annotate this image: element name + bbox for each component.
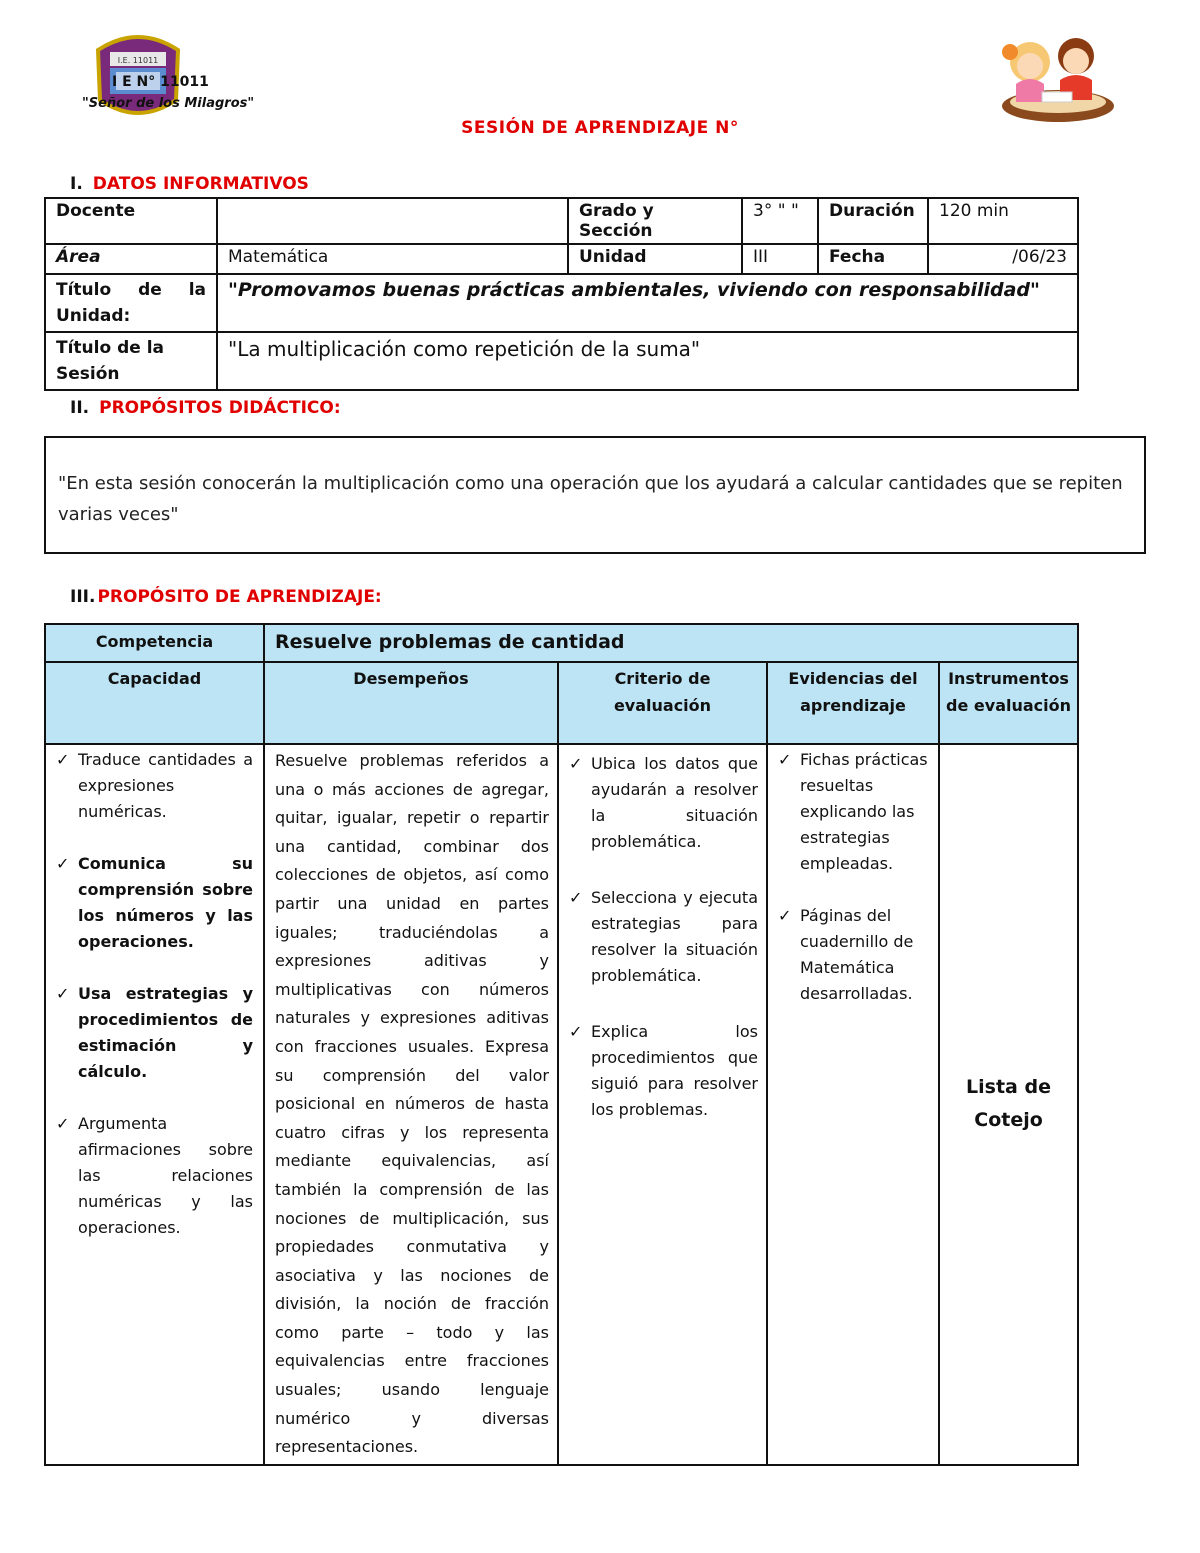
evidencia-item: ✓ Fichas prácticas resueltas explicando las estrategias empleadas. — [778, 747, 930, 877]
capacidades-cell — [45, 744, 264, 1465]
docente-label: Docente — [45, 198, 217, 244]
section-1-heading — [70, 174, 309, 194]
titulo-sesion-label: Título de la Sesión — [45, 332, 217, 390]
col-desempenos: Desempeños — [264, 662, 558, 744]
titulo-unidad-label: Título de la Unidad: — [45, 274, 217, 332]
section-number: III. — [70, 587, 96, 607]
criterio-item: ✓ Ubica los datos que ayudarán a resolver la situación problemática. — [569, 751, 758, 855]
capacidad-item: ✓ Traduce cantidades a expresiones numéricas. — [56, 747, 253, 825]
col-capacidad: Capacidad — [45, 662, 264, 744]
desempeno-cell: Resuelve problemas referidos a una o más acciones de agregar, quitar, igualar, repetir o repartir una cantidad, combinar dos colecciones de objetos, así como partir una unidad en partes iguales; traduciéndolas a expresiones aditivas y multiplicativas con números naturales y expresiones aditivas con fracciones usuales. Expresa su comprensión del valor posicional en números de hasta cuatro cifras y los representa mediante equivalencias, así también la comprensión de las nociones de multiplicación, sus propiedades conmutativa y asociativa y las nociones de división, la noción de fracción como parte – todo y las equivalencias entre fracciones usuales; usando lenguaje numérico y diversas representaciones. — [264, 744, 558, 1465]
docente-value — [217, 198, 568, 244]
titulo-unidad-value: "Promovamos buenas prácticas ambientales, viviendo con responsabilidad" — [217, 274, 1078, 332]
criterio-item: ✓ Explica los procedimientos que siguió para resolver los problemas. — [569, 1019, 758, 1123]
school-code: I E N° 11011 — [112, 74, 209, 90]
proposito-aprendizaje-table — [44, 623, 1079, 1466]
section-title: PROPÓSITO DE APRENDIZAJE: — [97, 587, 382, 607]
page-title: SESIÓN DE APRENDIZAJE N° — [461, 118, 739, 138]
children-illustration — [996, 26, 1116, 124]
school-name: "Señor de los Milagros" — [82, 96, 255, 111]
section-2-heading — [70, 398, 341, 418]
col-instrumentos: Instrumentos de evaluación — [939, 662, 1078, 744]
unidad-label: Unidad — [568, 244, 742, 274]
duracion-value: 120 min — [928, 198, 1078, 244]
competencia-value: Resuelve problemas de cantidad — [264, 624, 1078, 662]
grado-label: Grado y Sección — [568, 198, 742, 244]
capacidad-item: ✓ Usa estrategias y procedimientos de estimación y cálculo. — [56, 981, 253, 1085]
competencia-label: Competencia — [45, 624, 264, 662]
unidad-value: III — [742, 244, 818, 274]
section-number: II. — [70, 398, 90, 418]
area-label: Área — [45, 244, 217, 274]
fecha-label: Fecha — [818, 244, 928, 274]
grado-value: 3° " " — [742, 198, 818, 244]
proposito-didactico-box — [44, 436, 1146, 554]
section-title: PROPÓSITOS DIDÁCTICO: — [99, 398, 341, 418]
criterio-item: ✓ Selecciona y ejecuta estrategias para resolver la situación problemática. — [569, 885, 758, 989]
col-evidencias: Evidencias del aprendizaje — [767, 662, 939, 744]
datos-informativos-table — [44, 197, 1079, 391]
logo-text: I.E. 11011 — [117, 56, 159, 65]
section-number: I. — [70, 174, 83, 194]
section-3-heading — [70, 587, 382, 607]
titulo-sesion-value: "La multiplicación como repetición de la suma" — [217, 332, 1078, 390]
area-value: Matemática — [217, 244, 568, 274]
capacidad-item: ✓ Comunica su comprensión sobre los números y las operaciones. — [56, 851, 253, 955]
proposito-didactico-text: "En esta sesión conocerán la multiplicación como una operación que los ayudará a calcular cantidades que se repiten varias veces" — [58, 473, 1123, 525]
section-title: DATOS INFORMATIVOS — [92, 174, 309, 194]
col-criterio: Criterio de evaluación — [558, 662, 767, 744]
evidencias-cell — [767, 744, 939, 1465]
criterios-cell — [558, 744, 767, 1465]
instrumento-cell: Lista de Cotejo — [939, 744, 1078, 1465]
fecha-value: /06/23 — [928, 244, 1078, 274]
duracion-label: Duración — [818, 198, 928, 244]
evidencia-item: ✓ Páginas del cuadernillo de Matemática desarrolladas. — [778, 903, 930, 1007]
capacidad-item: ✓ Argumenta afirmaciones sobre las relaciones numéricas y las operaciones. — [56, 1111, 253, 1241]
